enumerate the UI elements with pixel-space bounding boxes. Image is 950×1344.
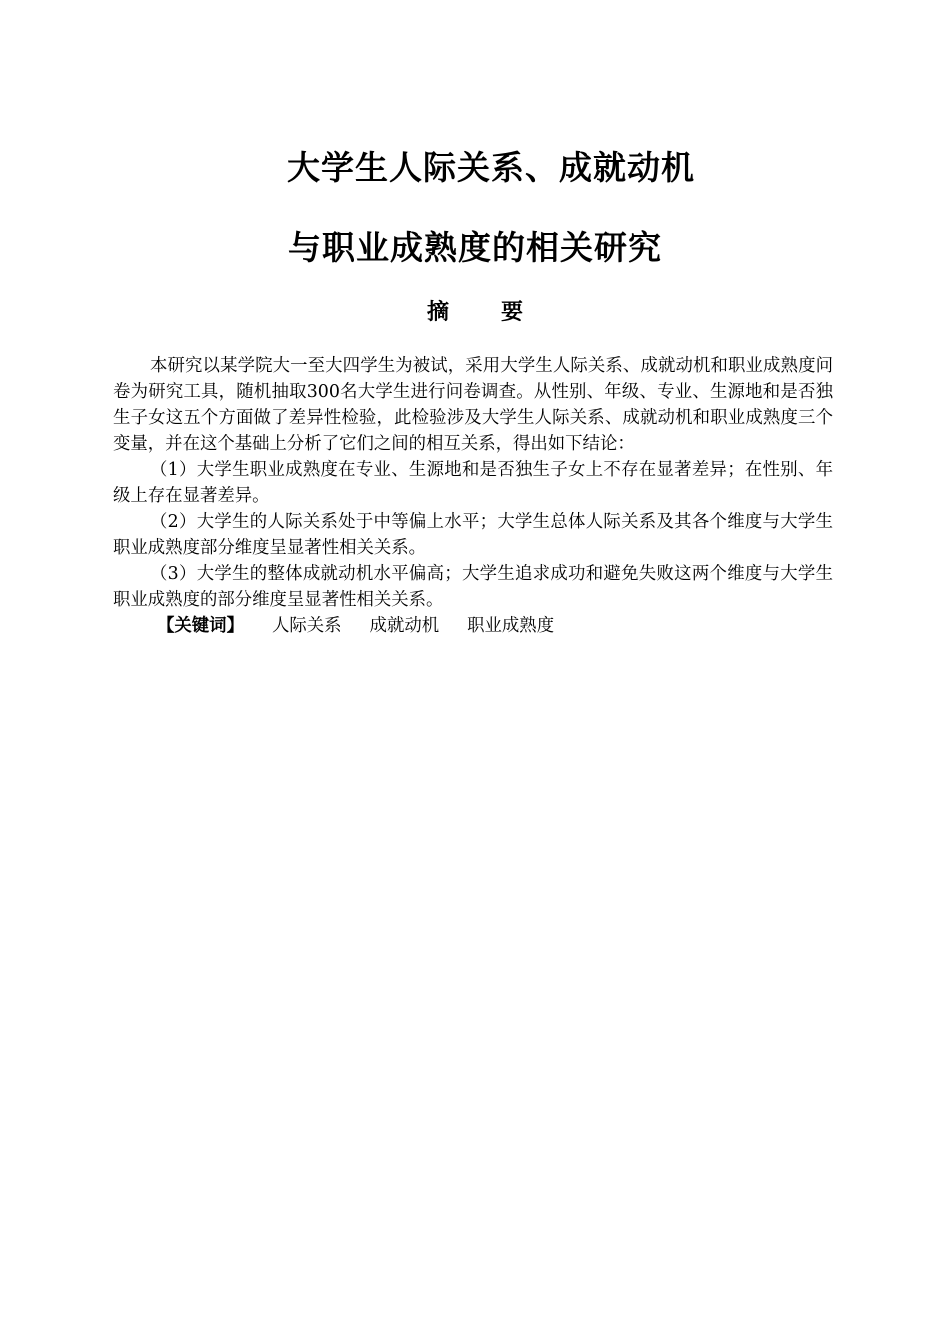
keyword-item: 成就动机: [369, 616, 440, 636]
abstract-heading: [0, 298, 950, 328]
conclusion-paragraph-1: （1）大学生职业成熟度在专业、生源地和是否独生子女上不存在显著差异；在性别、年级上存在显著差异。: [113, 460, 833, 506]
abstract-body: [113, 353, 833, 639]
conclusion-paragraph-2: （2）大学生的人际关系处于中等偏上水平；大学生总体人际关系及其各个维度与大学生职业成熟度部分维度呈显著性相关关系。: [113, 512, 833, 558]
title-line-1: 大学生人际关系、成就动机: [287, 148, 695, 187]
keyword-item: 职业成熟度: [467, 616, 555, 636]
abstract-heading-char-1: 摘: [426, 300, 449, 325]
keyword-item: 人际关系: [271, 616, 342, 636]
abstract-paragraph: 本研究以某学院大一至大四学生为被试，采用大学生人际关系、成就动机和职业成熟度问卷为研究工具，随机抽取300名大学生进行问卷调查。从性别、年级、专业、生源地和是否独生子女这五个方面做了差异性检验，此检验涉及大学生人际关系、成就动机和职业成熟度三个变量，并在这个基础上分析了它们之间的相互关系，得出如下结论：: [113, 356, 833, 454]
conclusion-paragraph-3: （3）大学生的整体成就动机水平偏高；大学生追求成功和避免失败这两个维度与大学生职业成熟度的部分维度呈显著性相关关系。: [113, 564, 833, 610]
keywords-line: [113, 613, 833, 639]
abstract-heading-char-2: 要: [501, 300, 524, 325]
keywords-label: 【关键词】: [157, 616, 244, 636]
title-line-2: 与职业成熟度的相关研究: [288, 228, 662, 267]
